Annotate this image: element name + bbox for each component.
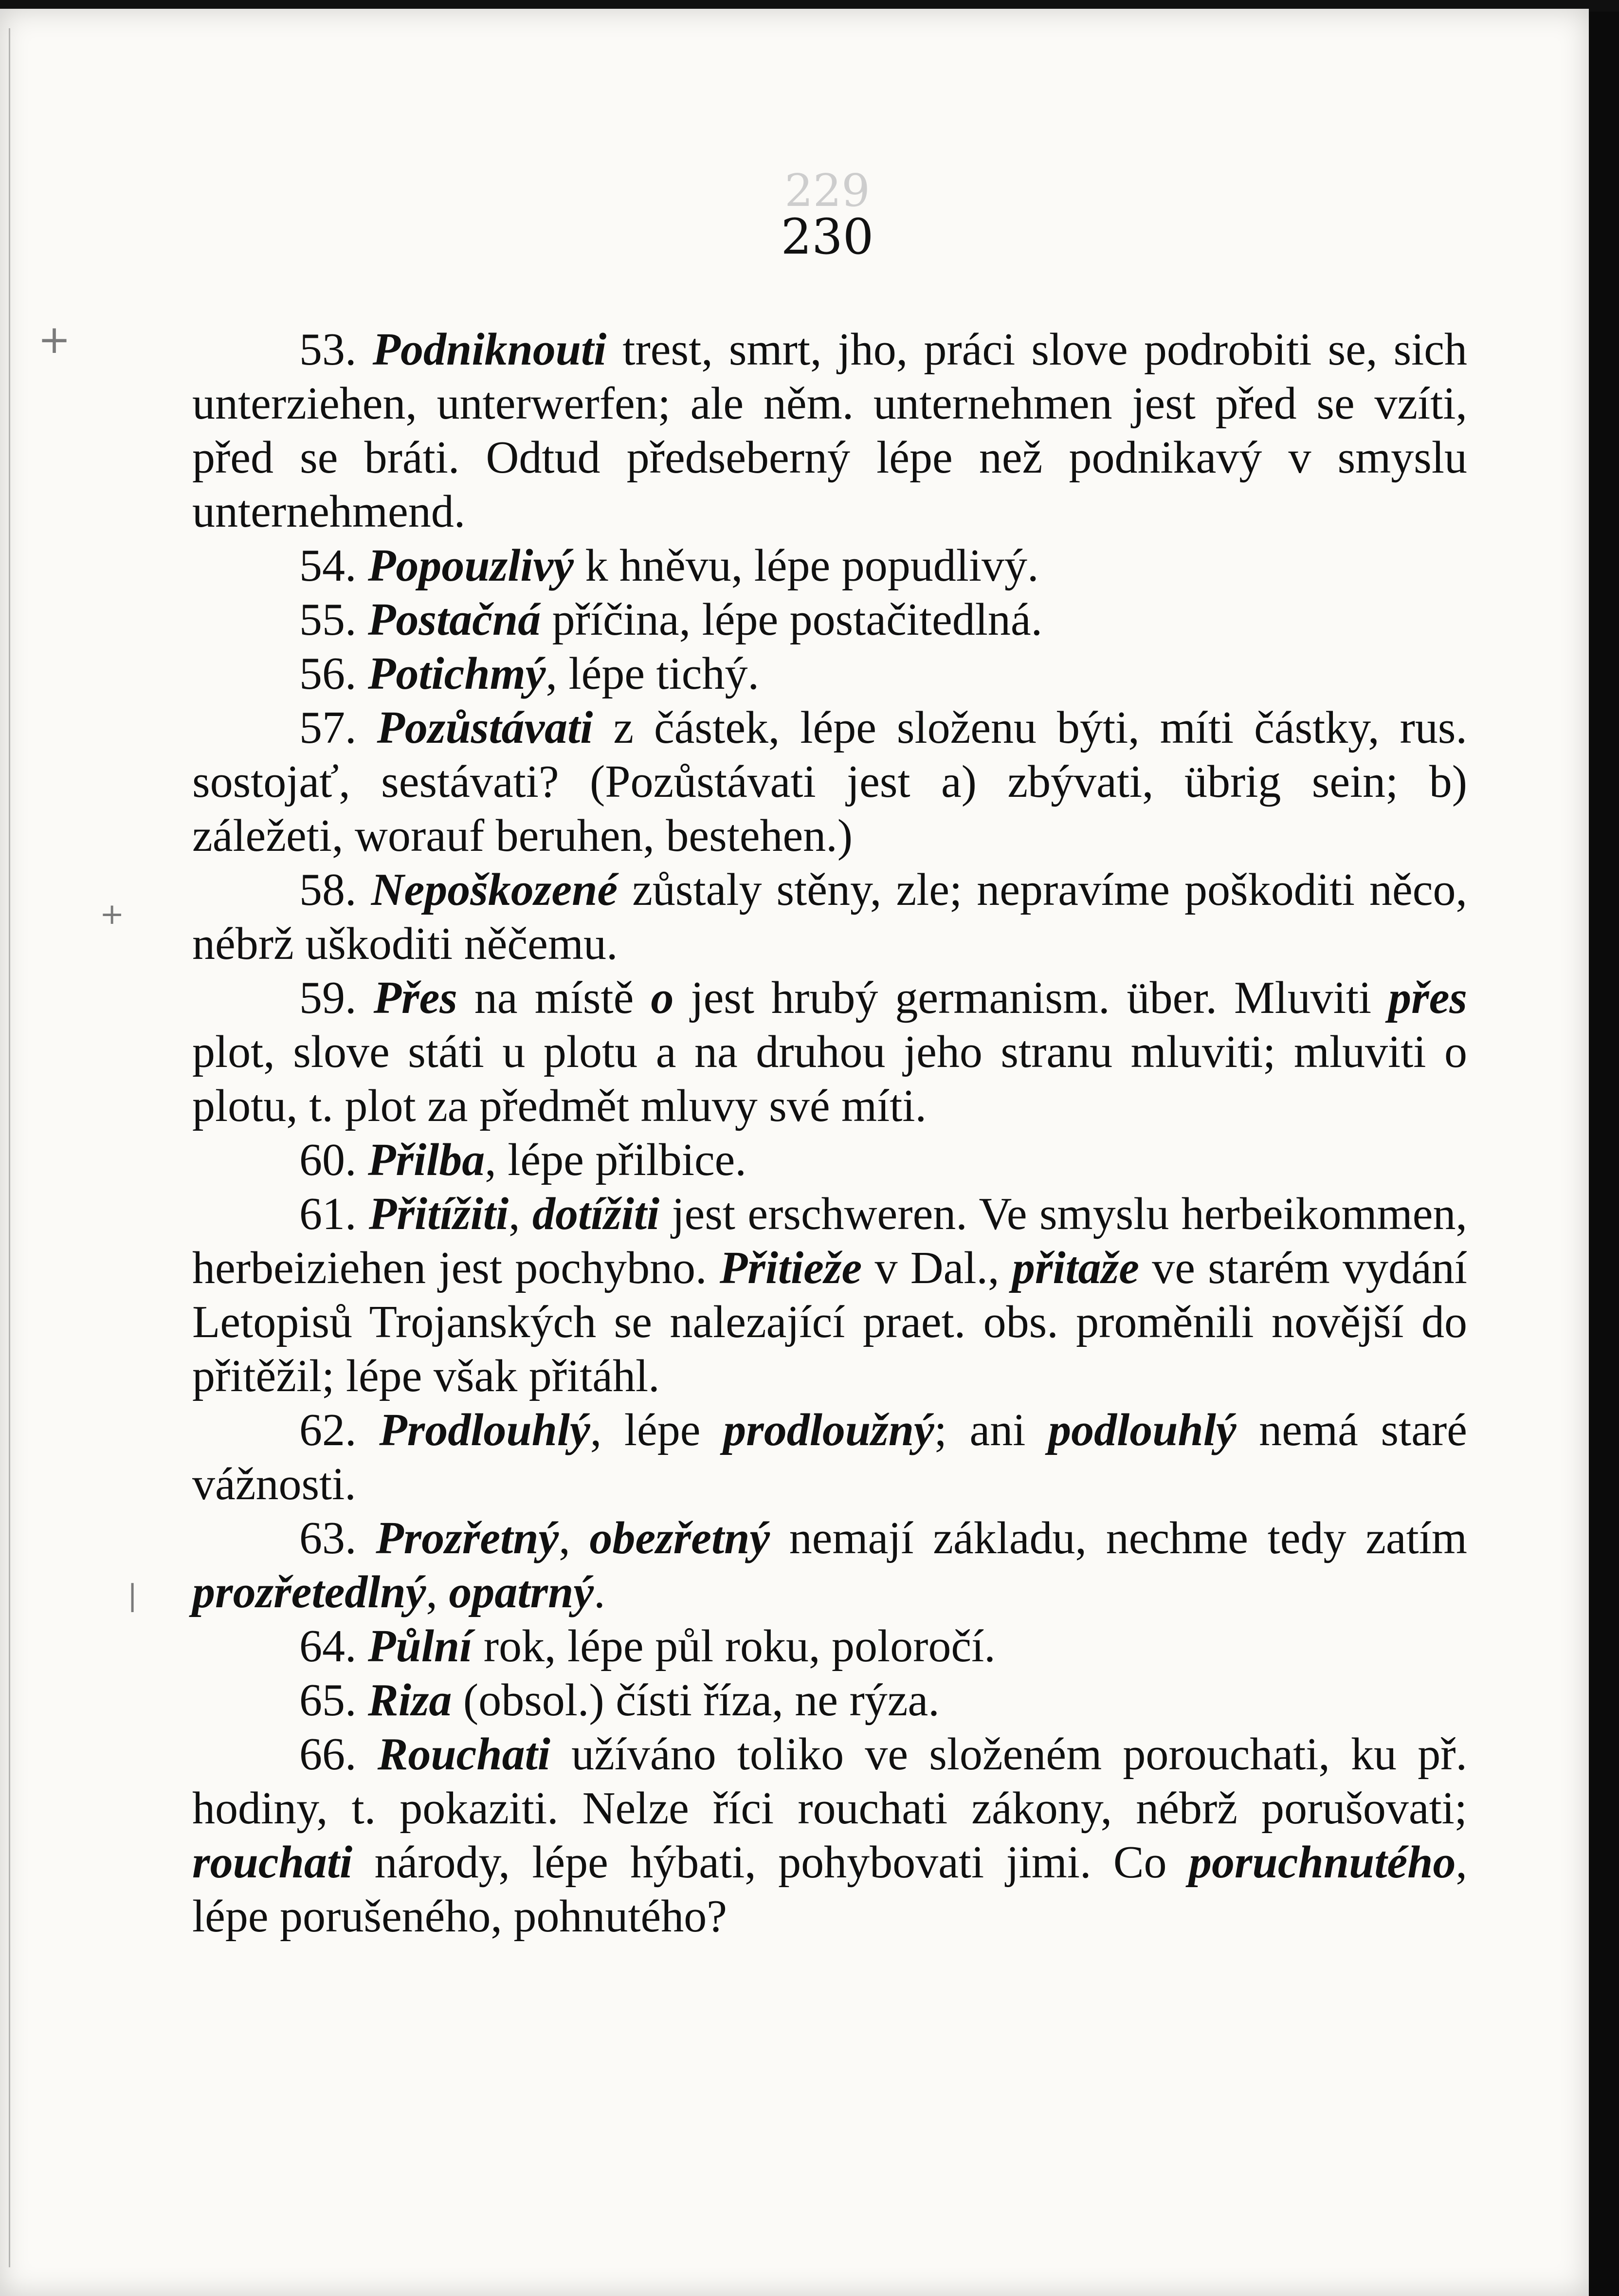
entry-text: , <box>509 1189 532 1239</box>
page-number: 230 <box>781 208 874 265</box>
entry-text: jest hrubý germanism. über. Mluviti <box>673 973 1389 1023</box>
italic-term: Rouchati <box>377 1729 550 1780</box>
entry-number: 53. <box>299 324 373 375</box>
entry-number: 61. <box>299 1189 369 1239</box>
italic-term: prodloužný <box>723 1405 934 1455</box>
italic-term: poruchnutého <box>1188 1837 1456 1888</box>
entry-paragraph <box>192 1619 1467 1673</box>
entry-text: z částek, lépe složenu býti, míti částky, rus. sostojať, sestávati? (Pozůstávati jest a) zbývati, übrig sein; b) záležeti, worauf beruhen, bestehen.) <box>192 702 1468 861</box>
entry-text: příčina, lépe postačitedlná. <box>541 594 1043 645</box>
entry-number: 63. <box>299 1513 376 1563</box>
entry-number: 55. <box>299 594 368 645</box>
entry-number: 60. <box>299 1135 368 1185</box>
entry-number: 57. <box>299 702 377 753</box>
entry-text: , lépe přilbice. <box>485 1135 746 1185</box>
entry-paragraph <box>192 539 1467 593</box>
entry-number: 66. <box>299 1729 378 1780</box>
italic-term: podlouhlý <box>1048 1405 1237 1455</box>
entry-text: nemá staré vážnosti. <box>192 1405 1467 1509</box>
italic-term: přes <box>1388 973 1468 1023</box>
italic-term: Postačná <box>368 594 541 645</box>
entry-text: (obsol.) čísti říza, ne rýza. <box>452 1675 940 1726</box>
entry-text: . <box>594 1567 605 1617</box>
entry-text: , <box>426 1567 449 1617</box>
entry-text: , lépe porušeného, pohnutého? <box>192 1837 1467 1942</box>
entry-paragraph <box>192 647 1467 701</box>
entry-paragraph <box>192 863 1467 971</box>
entry-text: ; ani <box>934 1405 1049 1455</box>
italic-term: Půlní <box>368 1621 473 1671</box>
italic-term: Riza <box>368 1675 452 1726</box>
entry-text: k hněvu, lépe popudlivý. <box>573 540 1039 591</box>
entry-number: 56. <box>299 648 368 699</box>
italic-term: Přitížiti <box>368 1189 509 1239</box>
italic-term: prozřetedlný <box>192 1567 426 1617</box>
entry-text: plot, slove státi u plotu a na druhou jeho stranu mluviti; mluviti o plotu, t. plot za předmět mluvy své míti. <box>192 1027 1467 1131</box>
italic-term: Přilba <box>368 1135 485 1185</box>
entry-paragraph <box>192 701 1467 863</box>
entry-text: na místě <box>457 973 651 1023</box>
entry-paragraph <box>192 1727 1467 1944</box>
entry-number: 54. <box>299 540 368 591</box>
italic-term: Podniknouti <box>372 324 607 375</box>
italic-term: Pozůstávati <box>377 702 593 753</box>
italic-term: o <box>651 973 674 1023</box>
entry-text: rok, lépe půl roku, poloročí. <box>472 1621 996 1671</box>
entry-number: 58. <box>299 864 371 915</box>
italic-term: přitaže <box>1012 1243 1139 1293</box>
entry-text: , lépe <box>590 1405 724 1455</box>
entry-text: jest erschweren. Ve smyslu herbeikommen, herbeiziehen jest pochybno. <box>192 1189 1468 1293</box>
italic-term: rouchati <box>192 1837 353 1888</box>
scan-edge-line <box>9 28 10 2267</box>
entry-paragraph <box>192 323 1467 539</box>
italic-term: Popouzlivý <box>368 540 574 591</box>
entry-paragraph <box>192 593 1467 647</box>
entry-number: 64. <box>299 1621 368 1671</box>
entry-text: ve starém vydání Letopisů Trojanských se nalezající praet. obs. proměnili novější do přitěžil; lépe však přitáhl. <box>192 1243 1467 1401</box>
italic-term: Prozřetný <box>376 1513 559 1563</box>
italic-term: Potichmý <box>368 648 546 699</box>
italic-term: obezřetný <box>589 1513 770 1563</box>
entry-text: národy, lépe hýbati, pohybovati jimi. Co <box>352 1837 1189 1888</box>
entry-text: užíváno toliko ve složeném porouchati, ku př. hodiny, t. pokaziti. Nelze říci rouchati zákony, nébrž porušovati; <box>192 1729 1468 1834</box>
entry-paragraph <box>192 1133 1467 1187</box>
entry-paragraph <box>192 1511 1467 1619</box>
italic-term: Přitieže <box>719 1243 862 1293</box>
entry-number: 59. <box>299 973 374 1023</box>
bleed-through-tick-mark: | <box>127 1579 138 1613</box>
entry-paragraph <box>192 1673 1467 1727</box>
entry-paragraph <box>192 971 1467 1133</box>
entry-paragraph <box>192 1187 1467 1403</box>
entry-list <box>192 323 1467 1944</box>
entry-number: 65. <box>299 1675 368 1726</box>
book-page <box>0 9 1589 2296</box>
entry-number: 62. <box>299 1405 380 1455</box>
bleed-through-cross-mark: + <box>38 317 71 362</box>
entry-paragraph <box>192 1403 1467 1511</box>
italic-term: Přes <box>373 973 457 1023</box>
entry-text: zůstaly stěny, zle; nepravíme poškoditi něco, nébrž uškoditi něčemu. <box>192 864 1468 969</box>
bleed-through-cross-mark: + <box>100 897 125 931</box>
italic-term: opatrný <box>449 1567 594 1617</box>
entry-text: , lépe tichý. <box>546 648 760 699</box>
italic-term: Nepoškozené <box>371 864 618 915</box>
entry-text: v Dal., <box>862 1243 1012 1293</box>
entry-text: , <box>559 1513 590 1563</box>
italic-term: Prodlouhlý <box>379 1405 590 1455</box>
entry-text: nemají základu, nechme tedy zatím <box>770 1513 1468 1563</box>
bleed-through-page-number: 229 <box>784 165 870 217</box>
entry-text: trest, smrt, jho, práci slove podrobiti se, sich unterziehen, unterwerfen; ale něm. unternehmen jest před se vzíti, před se bráti. Odtud předseberný lépe než podnikavý v smyslu unternehmend. <box>192 324 1468 537</box>
italic-term: dotížiti <box>532 1189 660 1239</box>
